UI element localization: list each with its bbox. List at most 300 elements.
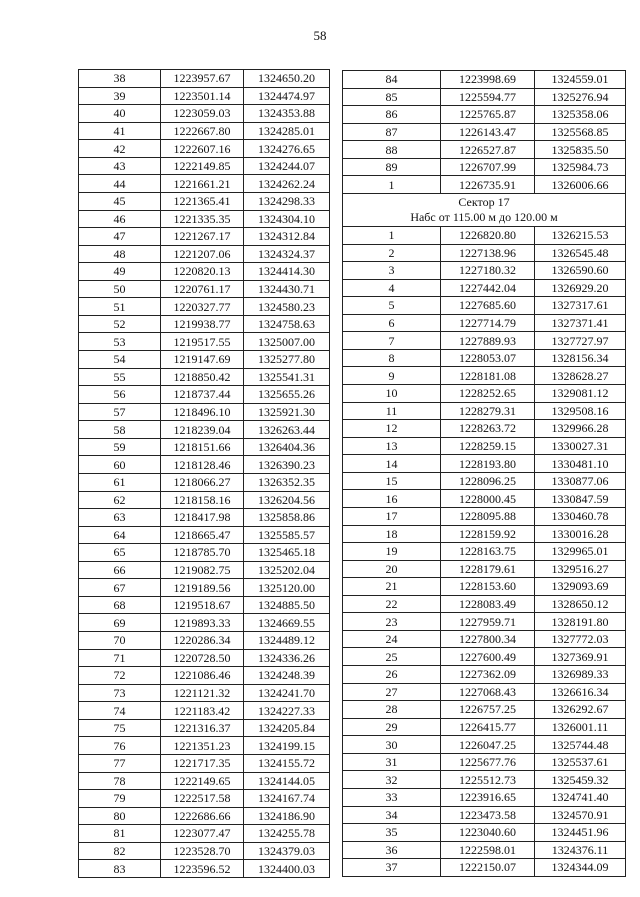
table-row (79, 561, 330, 579)
table-row (343, 297, 626, 315)
table-row (343, 490, 626, 508)
point-number-cell: 50 (79, 280, 161, 298)
table-row (79, 140, 330, 158)
y-coordinate-cell: 1325541.31 (244, 368, 330, 386)
y-coordinate-cell: 1324285.01 (244, 122, 330, 140)
x-coordinate-cell: 1225677.76 (441, 753, 535, 771)
table-row (343, 666, 626, 684)
point-number-cell: 38 (79, 70, 161, 88)
y-coordinate-cell: 1327772.03 (535, 630, 626, 648)
point-number-cell: 4 (343, 279, 441, 297)
x-coordinate-cell: 1219189.56 (161, 579, 244, 597)
y-coordinate-cell: 1324227.33 (244, 702, 330, 720)
point-number-cell: 29 (343, 718, 441, 736)
y-coordinate-cell: 1324758.63 (244, 315, 330, 333)
x-coordinate-cell: 1227959.71 (441, 613, 535, 631)
x-coordinate-cell: 1218850.42 (161, 368, 244, 386)
y-coordinate-cell: 1329965.01 (535, 543, 626, 561)
point-number-cell: 47 (79, 228, 161, 246)
point-number-cell: 63 (79, 509, 161, 527)
x-coordinate-cell: 1226735.91 (441, 176, 535, 194)
x-coordinate-cell: 1227685.60 (441, 297, 535, 315)
table-row (79, 509, 330, 527)
table-row (343, 385, 626, 403)
point-number-cell: 83 (79, 860, 161, 878)
table-row (79, 614, 330, 632)
point-number-cell: 36 (343, 841, 441, 859)
point-number-cell: 87 (343, 123, 441, 141)
x-coordinate-cell: 1228193.80 (441, 455, 535, 473)
point-number-cell: 78 (79, 772, 161, 790)
y-coordinate-cell: 1324885.50 (244, 596, 330, 614)
y-coordinate-cell: 1329966.28 (535, 420, 626, 438)
point-number-cell: 49 (79, 263, 161, 281)
table-row (79, 667, 330, 685)
table-row (79, 702, 330, 720)
x-coordinate-cell: 1219518.67 (161, 596, 244, 614)
table-row (343, 472, 626, 490)
x-coordinate-cell: 1218665.47 (161, 526, 244, 544)
point-number-cell: 72 (79, 667, 161, 685)
x-coordinate-cell: 1223077.47 (161, 825, 244, 843)
point-number-cell: 10 (343, 385, 441, 403)
x-coordinate-cell: 1227180.32 (441, 262, 535, 280)
coordinates-table-right (342, 70, 626, 877)
point-number-cell: 60 (79, 456, 161, 474)
x-coordinate-cell: 1218417.98 (161, 509, 244, 527)
x-coordinate-cell: 1228153.60 (441, 578, 535, 596)
point-number-cell: 5 (343, 297, 441, 315)
y-coordinate-cell: 1324570.91 (535, 806, 626, 824)
point-number-cell: 46 (79, 210, 161, 228)
x-coordinate-cell: 1220728.50 (161, 649, 244, 667)
point-number-cell: 2 (343, 244, 441, 262)
x-coordinate-cell: 1221183.42 (161, 702, 244, 720)
x-coordinate-cell: 1218151.66 (161, 438, 244, 456)
y-coordinate-cell: 1324324.37 (244, 245, 330, 263)
x-coordinate-cell: 1225765.87 (441, 106, 535, 124)
point-number-cell: 56 (79, 386, 161, 404)
y-coordinate-cell: 1328628.27 (535, 367, 626, 385)
y-coordinate-cell: 1324241.70 (244, 684, 330, 702)
y-coordinate-cell: 1324248.39 (244, 667, 330, 685)
point-number-cell: 74 (79, 702, 161, 720)
x-coordinate-cell: 1223998.69 (441, 71, 535, 89)
point-number-cell: 40 (79, 105, 161, 123)
x-coordinate-cell: 1225594.77 (441, 88, 535, 106)
x-coordinate-cell: 1218158.16 (161, 491, 244, 509)
x-coordinate-cell: 1219082.75 (161, 561, 244, 579)
y-coordinate-cell: 1326404.36 (244, 438, 330, 456)
x-coordinate-cell: 1227714.79 (441, 314, 535, 332)
x-coordinate-cell: 1221207.06 (161, 245, 244, 263)
point-number-cell: 24 (343, 630, 441, 648)
x-coordinate-cell: 1226707.99 (441, 158, 535, 176)
y-coordinate-cell: 1324650.20 (244, 70, 330, 88)
y-coordinate-cell: 1326545.48 (535, 244, 626, 262)
x-coordinate-cell: 1218496.10 (161, 403, 244, 421)
y-coordinate-cell: 1325984.73 (535, 158, 626, 176)
table-row (343, 141, 626, 159)
y-coordinate-cell: 1328650.12 (535, 595, 626, 613)
y-coordinate-cell: 1326390.23 (244, 456, 330, 474)
y-coordinate-cell: 1324414.30 (244, 263, 330, 281)
x-coordinate-cell: 1219517.55 (161, 333, 244, 351)
table-row (343, 176, 626, 194)
point-number-cell: 80 (79, 807, 161, 825)
y-coordinate-cell: 1324244.07 (244, 157, 330, 175)
y-coordinate-cell: 1326989.33 (535, 666, 626, 684)
x-coordinate-cell: 1222517.58 (161, 790, 244, 808)
table-row (343, 578, 626, 596)
table-row (79, 491, 330, 509)
table-row (79, 245, 330, 263)
y-coordinate-cell: 1324400.03 (244, 860, 330, 878)
table-row (343, 88, 626, 106)
point-number-cell: 43 (79, 157, 161, 175)
table-row (343, 753, 626, 771)
y-coordinate-cell: 1324276.65 (244, 140, 330, 158)
point-number-cell: 9 (343, 367, 441, 385)
table-row (79, 825, 330, 843)
point-number-cell: 61 (79, 473, 161, 491)
x-coordinate-cell: 1227068.43 (441, 683, 535, 701)
x-coordinate-cell: 1220820.13 (161, 263, 244, 281)
x-coordinate-cell: 1223059.03 (161, 105, 244, 123)
table-row (79, 649, 330, 667)
point-number-cell: 68 (79, 596, 161, 614)
x-coordinate-cell: 1228181.08 (441, 367, 535, 385)
point-number-cell: 52 (79, 315, 161, 333)
point-number-cell: 27 (343, 683, 441, 701)
x-coordinate-cell: 1225512.73 (441, 771, 535, 789)
point-number-cell: 32 (343, 771, 441, 789)
x-coordinate-cell: 1218066.27 (161, 473, 244, 491)
point-number-cell: 86 (343, 106, 441, 124)
table-row (79, 579, 330, 597)
point-number-cell: 70 (79, 632, 161, 650)
x-coordinate-cell: 1227600.49 (441, 648, 535, 666)
table-row (79, 263, 330, 281)
table-row (343, 71, 626, 89)
y-coordinate-cell: 1329093.69 (535, 578, 626, 596)
point-number-cell: 67 (79, 579, 161, 597)
x-coordinate-cell: 1221316.37 (161, 719, 244, 737)
x-coordinate-cell: 1228053.07 (441, 349, 535, 367)
y-coordinate-cell: 1327371.41 (535, 314, 626, 332)
x-coordinate-cell: 1218785.70 (161, 544, 244, 562)
y-coordinate-cell: 1326204.56 (244, 491, 330, 509)
y-coordinate-cell: 1327369.91 (535, 648, 626, 666)
table-row (343, 437, 626, 455)
table-row (343, 349, 626, 367)
x-coordinate-cell: 1226527.87 (441, 141, 535, 159)
x-coordinate-cell: 1221717.35 (161, 754, 244, 772)
x-coordinate-cell: 1228259.15 (441, 437, 535, 455)
x-coordinate-cell: 1221365.41 (161, 192, 244, 210)
x-coordinate-cell: 1219938.77 (161, 315, 244, 333)
x-coordinate-cell: 1220327.77 (161, 298, 244, 316)
point-number-cell: 33 (343, 788, 441, 806)
x-coordinate-cell: 1223916.65 (441, 788, 535, 806)
table-row (79, 280, 330, 298)
table-row (79, 87, 330, 105)
y-coordinate-cell: 1324430.71 (244, 280, 330, 298)
y-coordinate-cell: 1325585.57 (244, 526, 330, 544)
y-coordinate-cell: 1325835.50 (535, 141, 626, 159)
y-coordinate-cell: 1325007.00 (244, 333, 330, 351)
y-coordinate-cell: 1324741.40 (535, 788, 626, 806)
point-number-cell: 76 (79, 737, 161, 755)
point-number-cell: 69 (79, 614, 161, 632)
table-row (79, 754, 330, 772)
sector-title: Сектор 17 (458, 194, 510, 209)
x-coordinate-cell: 1228000.45 (441, 490, 535, 508)
y-coordinate-cell: 1330877.06 (535, 472, 626, 490)
x-coordinate-cell: 1226820.80 (441, 226, 535, 244)
x-coordinate-cell: 1228179.61 (441, 560, 535, 578)
point-number-cell: 31 (343, 753, 441, 771)
table-row (79, 684, 330, 702)
point-number-cell: 15 (343, 472, 441, 490)
table-row (343, 244, 626, 262)
x-coordinate-cell: 1226757.25 (441, 701, 535, 719)
y-coordinate-cell: 1326001.11 (535, 718, 626, 736)
table-row (343, 736, 626, 754)
y-coordinate-cell: 1325202.04 (244, 561, 330, 579)
table-row (343, 648, 626, 666)
y-coordinate-cell: 1326006.66 (535, 176, 626, 194)
y-coordinate-cell: 1324474.97 (244, 87, 330, 105)
point-number-cell: 73 (79, 684, 161, 702)
table-row (79, 772, 330, 790)
point-number-cell: 8 (343, 349, 441, 367)
x-coordinate-cell: 1218239.04 (161, 421, 244, 439)
y-coordinate-cell: 1330460.78 (535, 507, 626, 525)
y-coordinate-cell: 1330847.59 (535, 490, 626, 508)
x-coordinate-cell: 1228263.72 (441, 420, 535, 438)
table-row (343, 525, 626, 543)
point-number-cell: 37 (343, 859, 441, 877)
table-row (79, 719, 330, 737)
table-row (79, 368, 330, 386)
y-coordinate-cell: 1324205.84 (244, 719, 330, 737)
x-coordinate-cell: 1227889.93 (441, 332, 535, 350)
table-row (343, 683, 626, 701)
y-coordinate-cell: 1324379.03 (244, 842, 330, 860)
coordinates-table-left (78, 69, 330, 878)
sector-header-row (343, 193, 626, 226)
x-coordinate-cell: 1227362.09 (441, 666, 535, 684)
y-coordinate-cell: 1324255.78 (244, 825, 330, 843)
table-row (343, 630, 626, 648)
point-number-cell: 75 (79, 719, 161, 737)
y-coordinate-cell: 1324298.33 (244, 192, 330, 210)
point-number-cell: 19 (343, 543, 441, 561)
table-row (79, 351, 330, 369)
x-coordinate-cell: 1222598.01 (441, 841, 535, 859)
sector-header-cell (343, 193, 626, 226)
table-row (79, 157, 330, 175)
y-coordinate-cell: 1326929.20 (535, 279, 626, 297)
x-coordinate-cell: 1228159.92 (441, 525, 535, 543)
y-coordinate-cell: 1325459.32 (535, 771, 626, 789)
table-row (79, 473, 330, 491)
point-number-cell: 48 (79, 245, 161, 263)
point-number-cell: 18 (343, 525, 441, 543)
point-number-cell: 23 (343, 613, 441, 631)
y-coordinate-cell: 1330016.28 (535, 525, 626, 543)
point-number-cell: 14 (343, 455, 441, 473)
y-coordinate-cell: 1324451.96 (535, 824, 626, 842)
point-number-cell: 11 (343, 402, 441, 420)
table-row (343, 226, 626, 244)
table-row (343, 543, 626, 561)
point-number-cell: 45 (79, 192, 161, 210)
table-row (343, 420, 626, 438)
x-coordinate-cell: 1222149.85 (161, 157, 244, 175)
x-coordinate-cell: 1222686.66 (161, 807, 244, 825)
table-row (79, 526, 330, 544)
y-coordinate-cell: 1324336.26 (244, 649, 330, 667)
x-coordinate-cell: 1223501.14 (161, 87, 244, 105)
table-row (343, 771, 626, 789)
table-row (343, 106, 626, 124)
x-coordinate-cell: 1219893.33 (161, 614, 244, 632)
y-coordinate-cell: 1327317.61 (535, 297, 626, 315)
x-coordinate-cell: 1222607.16 (161, 140, 244, 158)
table-row (343, 332, 626, 350)
point-number-cell: 71 (79, 649, 161, 667)
y-coordinate-cell: 1325358.06 (535, 106, 626, 124)
y-coordinate-cell: 1324155.72 (244, 754, 330, 772)
point-number-cell: 62 (79, 491, 161, 509)
table-row (343, 279, 626, 297)
point-number-cell: 41 (79, 122, 161, 140)
table-row (343, 560, 626, 578)
table-row (79, 438, 330, 456)
y-coordinate-cell: 1326292.67 (535, 701, 626, 719)
table-row (79, 421, 330, 439)
table-row (343, 367, 626, 385)
y-coordinate-cell: 1324559.01 (535, 71, 626, 89)
table-row (79, 70, 330, 88)
table-row (343, 595, 626, 613)
y-coordinate-cell: 1325120.00 (244, 579, 330, 597)
y-coordinate-cell: 1329516.27 (535, 560, 626, 578)
table-row (79, 315, 330, 333)
y-coordinate-cell: 1330027.31 (535, 437, 626, 455)
table-row (343, 806, 626, 824)
y-coordinate-cell: 1327727.97 (535, 332, 626, 350)
point-number-cell: 81 (79, 825, 161, 843)
x-coordinate-cell: 1228163.75 (441, 543, 535, 561)
y-coordinate-cell: 1325537.61 (535, 753, 626, 771)
point-number-cell: 54 (79, 351, 161, 369)
x-coordinate-cell: 1220761.17 (161, 280, 244, 298)
point-number-cell: 82 (79, 842, 161, 860)
point-number-cell: 3 (343, 262, 441, 280)
y-coordinate-cell: 1328156.34 (535, 349, 626, 367)
table-row (343, 507, 626, 525)
y-coordinate-cell: 1324312.84 (244, 228, 330, 246)
y-coordinate-cell: 1329081.12 (535, 385, 626, 403)
x-coordinate-cell: 1221661.21 (161, 175, 244, 193)
table-row (79, 105, 330, 123)
table-row (79, 210, 330, 228)
point-number-cell: 77 (79, 754, 161, 772)
point-number-cell: 64 (79, 526, 161, 544)
point-number-cell: 26 (343, 666, 441, 684)
y-coordinate-cell: 1326215.53 (535, 226, 626, 244)
x-coordinate-cell: 1223040.60 (441, 824, 535, 842)
table-row (343, 402, 626, 420)
x-coordinate-cell: 1223473.58 (441, 806, 535, 824)
point-number-cell: 34 (343, 806, 441, 824)
table-row (79, 175, 330, 193)
x-coordinate-cell: 1219147.69 (161, 351, 244, 369)
x-coordinate-cell: 1228279.31 (441, 402, 535, 420)
y-coordinate-cell: 1328191.80 (535, 613, 626, 631)
y-coordinate-cell: 1324167.74 (244, 790, 330, 808)
point-number-cell: 25 (343, 648, 441, 666)
point-number-cell: 88 (343, 141, 441, 159)
x-coordinate-cell: 1221351.23 (161, 737, 244, 755)
point-number-cell: 89 (343, 158, 441, 176)
point-number-cell: 66 (79, 561, 161, 579)
sector-subtitle: Набс от 115.00 м до 120.00 м (410, 209, 558, 224)
x-coordinate-cell: 1221086.46 (161, 667, 244, 685)
x-coordinate-cell: 1222150.07 (441, 859, 535, 877)
y-coordinate-cell: 1325921.30 (244, 403, 330, 421)
point-number-cell: 53 (79, 333, 161, 351)
table-row (79, 403, 330, 421)
x-coordinate-cell: 1226415.77 (441, 718, 535, 736)
point-number-cell: 85 (343, 88, 441, 106)
y-coordinate-cell: 1325276.94 (535, 88, 626, 106)
point-number-cell: 20 (343, 560, 441, 578)
point-number-cell: 84 (343, 71, 441, 89)
y-coordinate-cell: 1324353.88 (244, 105, 330, 123)
x-coordinate-cell: 1226047.25 (441, 736, 535, 754)
table-row (79, 596, 330, 614)
table-row (79, 386, 330, 404)
point-number-cell: 7 (343, 332, 441, 350)
table-row (79, 228, 330, 246)
point-number-cell: 1 (343, 226, 441, 244)
x-coordinate-cell: 1227138.96 (441, 244, 535, 262)
table-row (343, 718, 626, 736)
y-coordinate-cell: 1324344.09 (535, 859, 626, 877)
table-row (343, 841, 626, 859)
point-number-cell: 1 (343, 176, 441, 194)
table-row (79, 456, 330, 474)
y-coordinate-cell: 1325858.86 (244, 509, 330, 527)
table-row (79, 544, 330, 562)
table-row (343, 158, 626, 176)
table-row (343, 788, 626, 806)
x-coordinate-cell: 1220286.34 (161, 632, 244, 650)
point-number-cell: 21 (343, 578, 441, 596)
table-row (343, 262, 626, 280)
table-row (343, 859, 626, 877)
table-row (343, 824, 626, 842)
point-number-cell: 59 (79, 438, 161, 456)
point-number-cell: 13 (343, 437, 441, 455)
point-number-cell: 6 (343, 314, 441, 332)
x-coordinate-cell: 1226143.47 (441, 123, 535, 141)
x-coordinate-cell: 1228252.65 (441, 385, 535, 403)
